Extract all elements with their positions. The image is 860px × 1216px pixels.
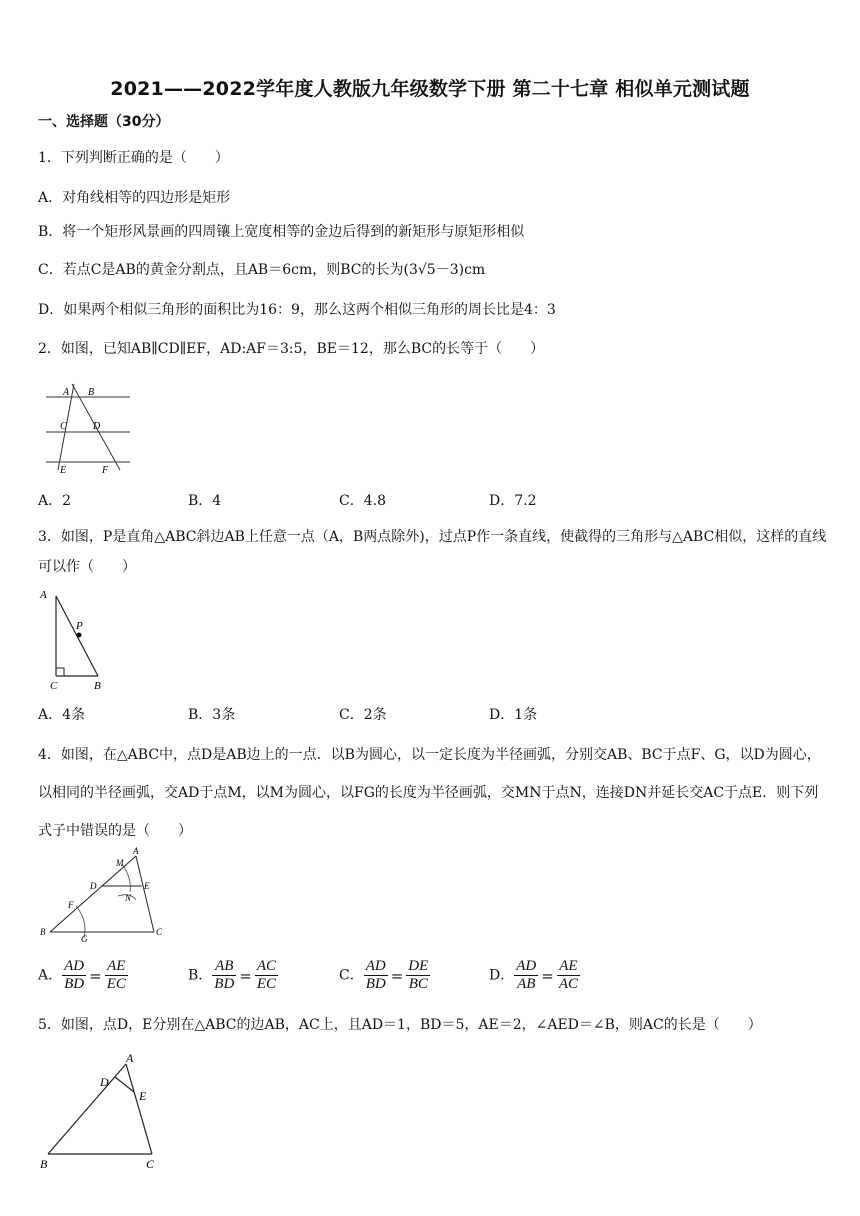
q1-option-c: C．若点C是AB的黄金分割点，且AB＝6cm，则BC的长为(3√5－3)cm: [38, 262, 486, 278]
q4-option-a: A． $\frac{AD}{BD}$ = $\frac{AE}{EC}$: [38, 958, 126, 992]
q5-label-a: A: [126, 1051, 134, 1065]
q3-option-b: B．3条: [188, 707, 236, 723]
q1-option-a: A．对角线相等的四边形是矩形: [38, 190, 231, 206]
q4-label-d: D: [90, 881, 97, 891]
q2-label-f: F: [102, 465, 109, 474]
q2-option-b: B．4: [188, 493, 222, 509]
q2-label-b: B: [88, 387, 95, 398]
q2-label-c: C: [60, 421, 67, 432]
q1-stem: 1．下列判断正确的是（ ）: [38, 150, 229, 166]
q3-options: [38, 704, 828, 724]
q4-stem: 4．如图，在△ABC中，点D是AB边上的一点．以B为圆心，以一定长度为半径画弧，分别交AB、BC于点F、G，以D为圆心，以相同的半径画弧，交AD于点M，以M为圆心，以FG的长度为半径画弧，交MN于点N，连接DN并延长交AC于点E．则下列式子中错误的是（ ）: [38, 747, 821, 839]
q3-option-a: A．4条: [38, 707, 86, 723]
q3-label-c: C: [50, 680, 58, 692]
q2-option-c: C．4.8: [339, 493, 386, 509]
q3-option-c: C．2条: [339, 707, 387, 723]
q4-option-b: B． $\frac{AB}{BD}$ = $\frac{AC}{EC}$: [188, 958, 277, 992]
q4-option-c: C． $\frac{AD}{BD}$ = $\frac{DE}{BC}$: [339, 958, 429, 992]
q1-option-d: D．如果两个相似三角形的面积比为16：9，那么这两个相似三角形的周长比是4：3: [38, 302, 556, 318]
section-heading: 一、选择题（30分）: [38, 114, 170, 130]
q4-option-d: D． $\frac{AD}{AB}$ = $\frac{AE}{AC}$: [489, 958, 578, 992]
q4-options: [38, 958, 828, 998]
q4-label-e: E: [144, 881, 150, 891]
q3-label-a: A: [40, 589, 47, 601]
q4-figure: [36, 842, 176, 950]
q4-label-a: A: [133, 846, 139, 856]
q3-figure: [36, 586, 116, 692]
page-title: 2021——2022学年度人教版九年级数学下册 第二十七章 相似单元测试题: [110, 78, 750, 100]
q3-option-d: D．1条: [489, 707, 538, 723]
q2-option-d: D．7.2: [489, 493, 537, 509]
q4-label-b: B: [40, 927, 46, 937]
q2-label-a: A: [63, 387, 70, 398]
q2-stem: 2．如图，已知AB∥CD∥EF，AD:AF＝3:5，BE＝12，那么BC的长等于（ ）: [38, 341, 545, 357]
q5-figure: [36, 1050, 176, 1174]
q5-stem: 5．如图，点D，E分别在△ABC的边AB，AC上，且AD＝1，BD＝5，AE＝2，∠AED＝∠B，则AC的长是（ ）: [38, 1017, 762, 1033]
q2-options: [38, 490, 828, 510]
q2-figure: [40, 380, 140, 474]
q4-label-n: N: [125, 893, 132, 903]
q1-option-b: B．将一个矩形风景画的四周镶上宽度相等的金边后得到的新矩形与原矩形相似: [38, 224, 525, 240]
q4-label-m: M: [116, 858, 124, 868]
q4-label-f: F: [68, 900, 74, 910]
q3-label-b: B: [94, 680, 101, 692]
q4-label-g: G: [81, 934, 88, 944]
q5-label-b: B: [40, 1157, 48, 1171]
q5-label-e: E: [139, 1089, 147, 1103]
q2-option-a: A．2: [38, 493, 72, 509]
q2-label-d: D: [93, 421, 101, 432]
q3-stem: 3．如图，P是直角△ABC斜边AB上任意一点（A，B两点除外)，过点P作一条直线，使截得的三角形与△ABC相似，这样的直线可以作（ ）: [38, 529, 827, 575]
q5-label-d: D: [100, 1075, 109, 1089]
q4-label-c: C: [156, 927, 163, 937]
q3-label-p: P: [76, 620, 83, 632]
q5-label-c: C: [146, 1157, 155, 1171]
q2-label-e: E: [60, 465, 67, 474]
